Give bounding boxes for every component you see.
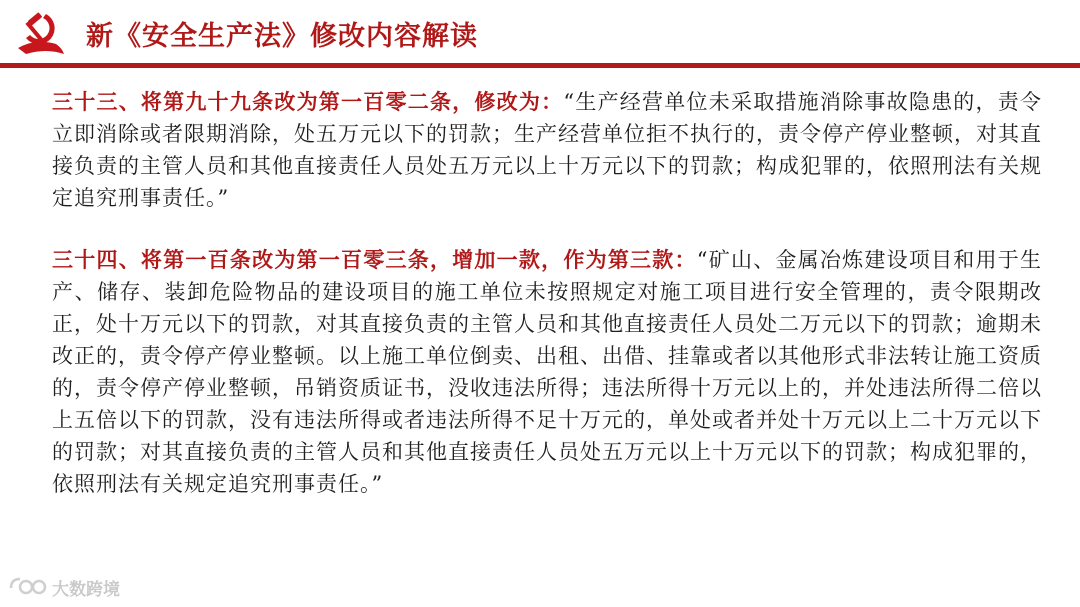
amendment-text: “生产经营单位未采取措施消除事故隐患的，责令立即消除或者限期消除，处五万元以下的罚款；生产经营单位拒不执行的，责令停产停业整顿，对其直接负责的主管人员和其他直接责任人员处五万元以上十万元以下的罚款；构成犯罪的，依照刑法有关规定追究刑事责任。” [52,90,1043,210]
article-content [52,86,1042,530]
slide-header [0,0,1080,66]
watermark [8,574,120,600]
page-title: 新《安全生产法》修改内容解读 [86,21,478,52]
watermark-text: 大数跨境 [52,579,120,600]
header-divider [0,63,1080,68]
amendment-heading: 三十三、将第九十九条改为第一百零二条，修改为： [52,89,564,114]
watermark-logo-icon [8,576,48,598]
amendment-paragraph-34 [52,244,1042,500]
amendment-paragraph-33 [52,86,1042,214]
amendment-heading: 三十四、将第一百条改为第一百零三条，增加一款，作为第三款： [52,247,697,272]
party-emblem-icon [16,8,66,58]
amendment-text: “矿山、金属冶炼建设项目和用于生产、储存、装卸危险物品的建设项目的施工单位未按照规定对施工项目进行安全管理的，责令限期改正，处十万元以下的罚款，对其直接负责的主管人员和其他直接责任人员处二万元以下的罚款；逾期未改正的，责令停产停业整顿。以上施工单位倒卖、出租、出借、挂靠或者以其他形式非法转让施工资质的，责令停产停业整顿，吊销资质证书，没收违法所得；违法所得十万元以上的，并处违法所得二倍以上五倍以下的罚款，没有违法所得或者违法所得不足十万元的，单处或者并处十万元以上二十万元以下的罚款；对其直接负责的主管人员和其他直接责任人员处五万元以上十万元以下的罚款；构成犯罪的，依照刑法有关规定追究刑事责任。” [52,248,1042,496]
